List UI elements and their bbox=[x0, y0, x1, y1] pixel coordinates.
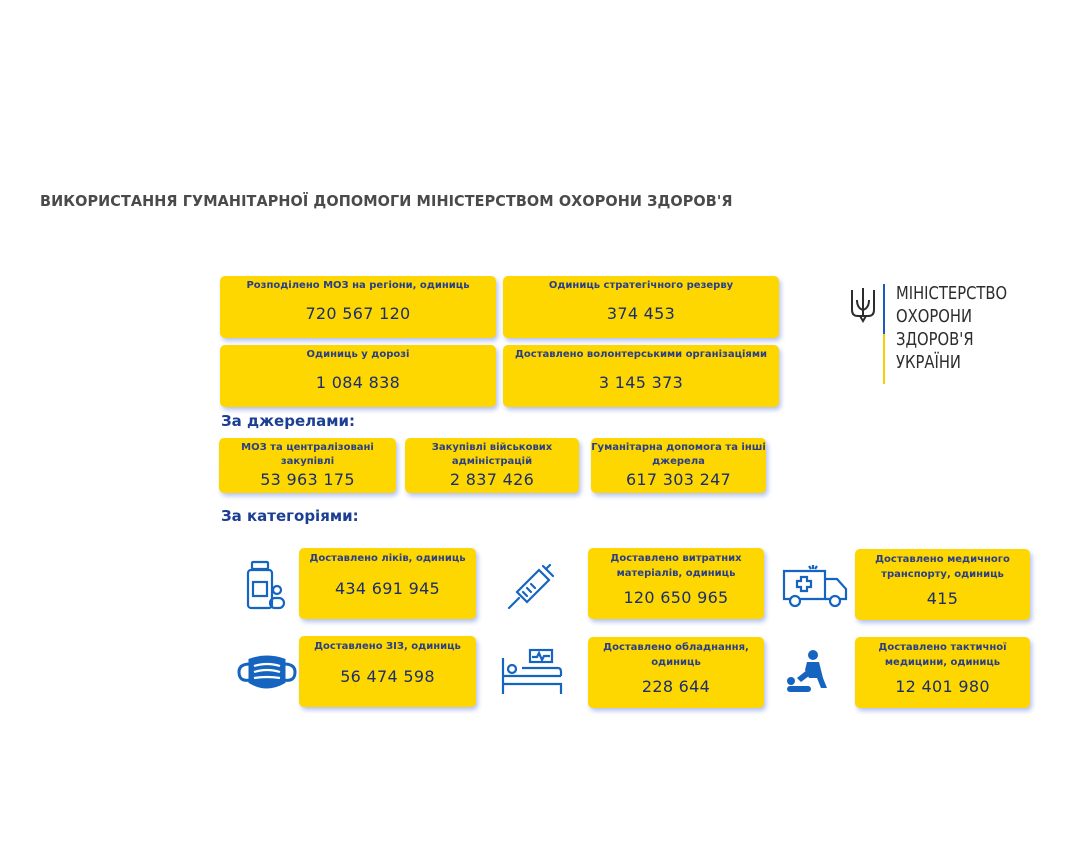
card-label: Гуманітарна допомога та інші джерела bbox=[591, 442, 766, 467]
summary-card-volunteers bbox=[503, 345, 779, 407]
logo-text bbox=[896, 282, 1007, 374]
summary-card-regions bbox=[220, 276, 496, 338]
card-value: 415 bbox=[926, 589, 959, 608]
category-card-ppe bbox=[299, 636, 476, 707]
card-label: Доставлено медичного транспорту, одиниць bbox=[875, 554, 1010, 580]
ambulance-icon bbox=[781, 563, 849, 609]
card-value: 617 303 247 bbox=[625, 470, 732, 489]
source-card-moz bbox=[219, 438, 396, 493]
card-value: 53 963 175 bbox=[260, 470, 355, 489]
sources-heading: За джерелами: bbox=[221, 412, 356, 430]
card-label: Доставлено тактичної медицини, одиниць bbox=[878, 642, 1007, 668]
card-value: 720 567 120 bbox=[305, 304, 411, 323]
hospital-bed-icon bbox=[500, 648, 564, 696]
syringe-icon bbox=[505, 562, 557, 612]
ministry-logo bbox=[848, 282, 1028, 392]
card-label: Закупівлі військових адміністрацій bbox=[431, 442, 553, 467]
category-card-tactical-medicine bbox=[855, 637, 1030, 708]
card-label: Доставлено волонтерськими організаціями bbox=[514, 349, 768, 360]
categories-heading: За категоріями: bbox=[221, 507, 359, 525]
source-card-humanitarian bbox=[591, 438, 766, 493]
category-card-consumables bbox=[588, 548, 764, 619]
card-value: 120 650 965 bbox=[623, 588, 729, 607]
logo-line-1: МІНІСТЕРСТВО bbox=[896, 283, 1008, 304]
category-card-transport bbox=[855, 549, 1030, 620]
logo-line-4: УКРАЇНИ bbox=[896, 352, 961, 373]
card-label: Одиниць стратегічного резерву bbox=[548, 280, 734, 291]
card-value: 434 691 945 bbox=[334, 579, 441, 598]
logo-line-2: ОХОРОНИ bbox=[896, 306, 973, 327]
card-value: 56 474 598 bbox=[340, 667, 435, 686]
card-value: 228 644 bbox=[641, 677, 711, 696]
summary-card-in-transit bbox=[220, 345, 496, 407]
card-value: 12 401 980 bbox=[895, 677, 990, 696]
card-value: 2 837 426 bbox=[449, 470, 535, 489]
card-value: 374 453 bbox=[606, 304, 676, 323]
card-label: Доставлено ЗІЗ, одиниць bbox=[314, 641, 461, 652]
card-label: МОЗ та централізовані закупівлі bbox=[241, 442, 374, 467]
card-label: Доставлено ліків, одиниць bbox=[309, 553, 466, 564]
card-label: Розподілено МОЗ на регіони, одиниць bbox=[246, 280, 470, 291]
card-label: Доставлено витратних матеріалів, одиниць bbox=[610, 553, 742, 579]
category-card-medicines bbox=[299, 548, 476, 619]
logo-line-3: ЗДОРОВ'Я bbox=[896, 329, 974, 350]
source-card-military bbox=[405, 438, 579, 493]
cpr-icon bbox=[785, 648, 833, 696]
card-value: 3 145 373 bbox=[598, 373, 684, 392]
page-title: ВИКОРИСТАННЯ ГУМАНІТАРНОЇ ДОПОМОГИ МІНІСТЕРСТВОМ ОХОРОНИ ЗДОРОВ'Я bbox=[40, 192, 733, 210]
card-value: 1 084 838 bbox=[315, 373, 401, 392]
category-card-equipment bbox=[588, 637, 764, 708]
card-label: Одиниць у дорозі bbox=[306, 349, 410, 360]
summary-card-reserve bbox=[503, 276, 779, 338]
face-mask-icon bbox=[236, 652, 298, 694]
trident-icon bbox=[848, 286, 878, 324]
card-label: Доставлено обладнання, одиниць bbox=[603, 642, 749, 668]
logo-divider bbox=[883, 284, 885, 384]
medicine-bottle-icon bbox=[244, 560, 286, 612]
